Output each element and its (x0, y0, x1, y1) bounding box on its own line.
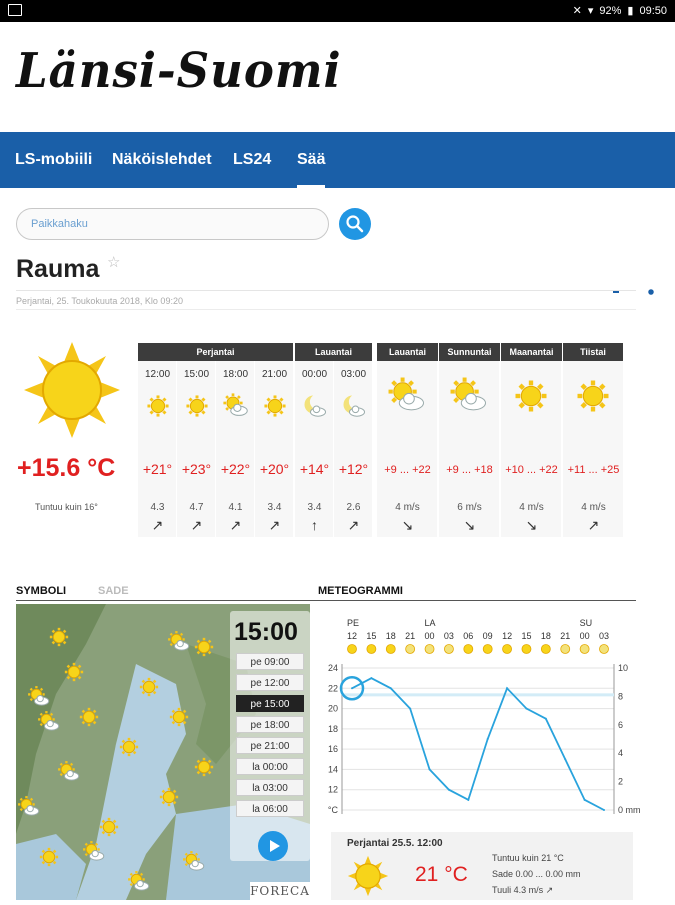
sun-icon (541, 645, 550, 654)
data-point (525, 708, 527, 710)
time-slot-button[interactable]: pe 18:00 (236, 716, 304, 733)
screenshot-icon (8, 4, 22, 16)
map-sun-cloud-icon (81, 839, 107, 870)
moon-icon (561, 645, 570, 654)
city-title: Rauma (16, 255, 100, 283)
x-tick-label: 03 (598, 631, 610, 641)
forecast-wind-speed: 2.6 (346, 502, 361, 513)
map-sun-icon (191, 754, 217, 785)
moon-icon (444, 645, 453, 654)
y-tick-label: 22 (327, 683, 338, 694)
sun-icon (464, 645, 473, 654)
data-point (409, 708, 411, 710)
forecast-time: 03:00 (340, 369, 367, 380)
wind-direction-icon: ↘ (463, 517, 476, 533)
forecast-temp-range: +10 ... +22 (505, 464, 558, 476)
x-tick-label: 15 (366, 631, 377, 641)
day-header: Lauantai (377, 343, 438, 361)
foreca-logo[interactable]: FORECA (250, 884, 310, 898)
map-sun-cloud-icon (126, 869, 152, 900)
forecast-wind-speed: 4 m/s (581, 502, 606, 513)
nav-item-ls24[interactable]: LS24 (233, 151, 272, 168)
wind-direction-icon: ↗ (587, 517, 600, 533)
x-tick-label: 12 (502, 631, 513, 641)
forecast-temperature: +12° (338, 461, 369, 477)
feels-like-text: Tuntuu kuin 16° (35, 502, 98, 512)
map-sun-icon (36, 844, 62, 875)
day-header: Sunnuntai (439, 343, 500, 361)
day-header: Perjantai (138, 343, 293, 361)
y-tick-label-right: 10 (618, 663, 629, 673)
x-tick-label: 18 (385, 631, 396, 641)
forecast-temperature: +14° (299, 461, 330, 477)
wind-direction-icon: ↗ (268, 517, 281, 533)
x-tick-label: 00 (579, 631, 590, 641)
map-sun-cloud-icon (56, 759, 82, 790)
divider (16, 309, 636, 310)
play-icon (258, 831, 288, 861)
map-sun-icon (156, 784, 182, 815)
data-point (467, 799, 469, 801)
sun-cloud-icon (385, 374, 429, 418)
data-point (448, 789, 450, 791)
y-tick-label: 20 (327, 703, 338, 714)
nav-item-saa[interactable]: Sää (297, 151, 326, 168)
sun-icon (182, 391, 212, 421)
nav-item-ls-mobiili[interactable]: LS-mobiili (15, 151, 93, 168)
data-point (564, 758, 566, 760)
time-slot-button[interactable]: pe 09:00 (236, 653, 304, 670)
forecast-temperature: +21° (142, 461, 173, 477)
current-sun-icon (22, 340, 122, 440)
battery-text: 92% (599, 4, 622, 17)
battery-icon: ▮ (627, 5, 634, 17)
highlight-band (342, 693, 614, 696)
sun-icon (571, 374, 615, 418)
data-point (390, 687, 392, 689)
day-header: Lauantai (295, 343, 372, 361)
sun-icon (348, 645, 357, 654)
moon-icon (600, 645, 609, 654)
sun-icon (503, 645, 512, 654)
nav-active-indicator (297, 185, 325, 188)
data-point (506, 687, 508, 689)
day-label: PE (347, 618, 360, 628)
map-sun-cloud-icon (36, 709, 62, 740)
sun-icon (143, 391, 173, 421)
x-tick-label: 12 (346, 631, 358, 641)
wifi-icon: ▾ (587, 5, 594, 17)
forecast-temperature: +20° (259, 461, 290, 477)
data-point (603, 809, 605, 811)
search-icon (339, 208, 371, 240)
map-sun-cloud-icon (181, 849, 207, 880)
nav-item-nakoislehdet[interactable]: Näköislehdet (112, 151, 212, 168)
wind-direction-icon: ↑ (311, 517, 318, 533)
map-current-time: 15:00 (234, 618, 298, 646)
clock: 09:50 (639, 4, 667, 17)
forecast-wind-speed: 4.7 (189, 502, 204, 513)
site-logo[interactable]: Länsi-Suomi (16, 42, 342, 99)
sun-icon (483, 645, 492, 654)
time-slot-button[interactable]: pe 12:00 (236, 674, 304, 691)
sun-cloud-icon (221, 391, 251, 421)
day-header: Tiistai (563, 343, 623, 361)
sun-icon (260, 391, 290, 421)
current-temperature: +15.6 °C (17, 454, 116, 482)
forecast-wind-speed: 3.4 (267, 502, 282, 513)
moon-cloud-icon (339, 391, 369, 421)
y-tick-label-right: 0 mm (618, 805, 641, 815)
archive-icon[interactable] (606, 282, 626, 302)
sun-icon (386, 645, 395, 654)
forecast-wind-speed: 3.4 (307, 502, 322, 513)
data-point (351, 687, 353, 689)
tab-sade[interactable]: SADE (98, 585, 129, 597)
temperature-series-line (352, 678, 604, 810)
day-label: LA (424, 618, 436, 628)
x-tick-label: 03 (443, 631, 454, 641)
divider (16, 600, 636, 601)
y-tick-label-right: 8 (618, 691, 624, 702)
map-sun-icon (76, 704, 102, 735)
y-tick-label-right: 2 (618, 776, 624, 787)
data-point (429, 768, 431, 770)
x-tick-label: 18 (540, 631, 551, 641)
forecast-temp-range: +9 ... +22 (384, 464, 431, 476)
forecast-temperature: +23° (181, 461, 212, 477)
main-nav (0, 132, 675, 188)
forecast-time: 21:00 (261, 369, 288, 380)
time-slot-button[interactable]: pe 15:00 (236, 695, 304, 712)
x-tick-label: 00 (424, 631, 435, 641)
play-button[interactable] (258, 831, 288, 861)
search-button[interactable] (339, 208, 371, 240)
moon-icon (425, 645, 434, 654)
forecast-wind-speed: 4.1 (228, 502, 243, 513)
settings-gear-icon[interactable] (640, 281, 662, 303)
map-sun-icon (116, 734, 142, 765)
detail-date: Perjantai 25.5. 12:00 (347, 838, 443, 849)
data-point (370, 677, 372, 679)
y-tick-label: 12 (327, 784, 338, 795)
y-tick-label: 16 (327, 744, 338, 755)
meteogram-chart[interactable] (318, 604, 641, 834)
wind-direction-icon: ↘ (525, 517, 538, 533)
sun-cloud-icon (447, 374, 491, 418)
forecast-wind-speed: 4 m/s (519, 502, 544, 513)
detail-wind: Tuuli 4.3 m/s ↗ (492, 885, 554, 895)
map-sun-icon (166, 704, 192, 735)
forecast-wind-speed: 4 m/s (395, 502, 420, 513)
x-tick-label: 15 (521, 631, 532, 641)
time-panel (230, 611, 310, 861)
y-tick-label-right: 4 (618, 748, 624, 759)
wind-direction-icon: ↗ (347, 517, 360, 533)
detail-temperature: 21 °C (415, 863, 468, 886)
data-point (487, 738, 489, 740)
forecast-time: 15:00 (183, 369, 210, 380)
search-input[interactable]: Paikkahaku (16, 208, 329, 240)
x-tick-label: 21 (405, 631, 416, 641)
x-tick-label: 21 (560, 631, 571, 641)
x-tick-label: 09 (482, 631, 493, 641)
time-slot-button[interactable]: la 03:00 (236, 779, 304, 796)
map-sun-icon (46, 624, 72, 655)
y-tick-label-right: 6 (618, 719, 624, 730)
moon-icon (580, 645, 589, 654)
data-point (584, 799, 586, 801)
time-slot-button[interactable]: pe 21:00 (236, 737, 304, 754)
map-sun-icon (61, 659, 87, 690)
forecast-temperature: +22° (220, 461, 251, 477)
x-tick-label: 06 (463, 631, 474, 641)
forecast-time: 00:00 (301, 369, 328, 380)
map-sun-icon (191, 634, 217, 665)
forecast-time: 18:00 (222, 369, 249, 380)
detail-feels: Tuntuu kuin 21 °C (492, 853, 564, 863)
detail-sun-icon (347, 855, 389, 897)
favorite-star-icon[interactable]: ☆ (107, 254, 121, 271)
y-tick-label: 24 (327, 663, 338, 673)
day-label: SU (579, 618, 593, 628)
wind-direction-icon: ↗ (190, 517, 203, 533)
map-sun-cloud-icon (166, 629, 192, 660)
sun-icon (522, 645, 531, 654)
wind-direction-icon: ↗ (229, 517, 242, 533)
tab-symboli[interactable]: SYMBOLI (16, 585, 67, 597)
mute-icon: ✕ (572, 5, 582, 17)
forecast-wind-speed: 4.3 (150, 502, 165, 513)
wind-direction-icon: ↘ (401, 517, 414, 533)
time-slot-button[interactable]: la 06:00 (236, 800, 304, 817)
time-slot-button[interactable]: la 00:00 (236, 758, 304, 775)
day-header: Maanantai (501, 343, 562, 361)
wind-direction-icon: ↗ (151, 517, 164, 533)
forecast-temp-range: +11 ... +25 (567, 464, 620, 476)
forecast-wind-speed: 6 m/s (457, 502, 482, 513)
moon-cloud-icon (300, 391, 330, 421)
map-sun-icon (136, 674, 162, 705)
detail-rain: Sade 0.00 ... 0.00 mm (492, 869, 581, 879)
y-tick-label: 14 (327, 764, 338, 775)
tab-meteogrammi[interactable]: METEOGRAMMI (318, 585, 403, 597)
moon-icon (406, 645, 415, 654)
y-tick-label: 18 (327, 723, 338, 734)
forecast-temp-range: +9 ... +18 (446, 464, 493, 476)
sun-icon (367, 645, 376, 654)
map-sun-cloud-icon (16, 794, 42, 825)
y-tick-label: °C (327, 805, 338, 815)
status-bar (0, 0, 675, 22)
sun-icon (509, 374, 553, 418)
date-text: Perjantai, 25. Toukokuuta 2018, Klo 09:20 (16, 296, 183, 306)
divider (16, 290, 636, 291)
data-point (545, 718, 547, 720)
forecast-time: 12:00 (144, 369, 171, 380)
